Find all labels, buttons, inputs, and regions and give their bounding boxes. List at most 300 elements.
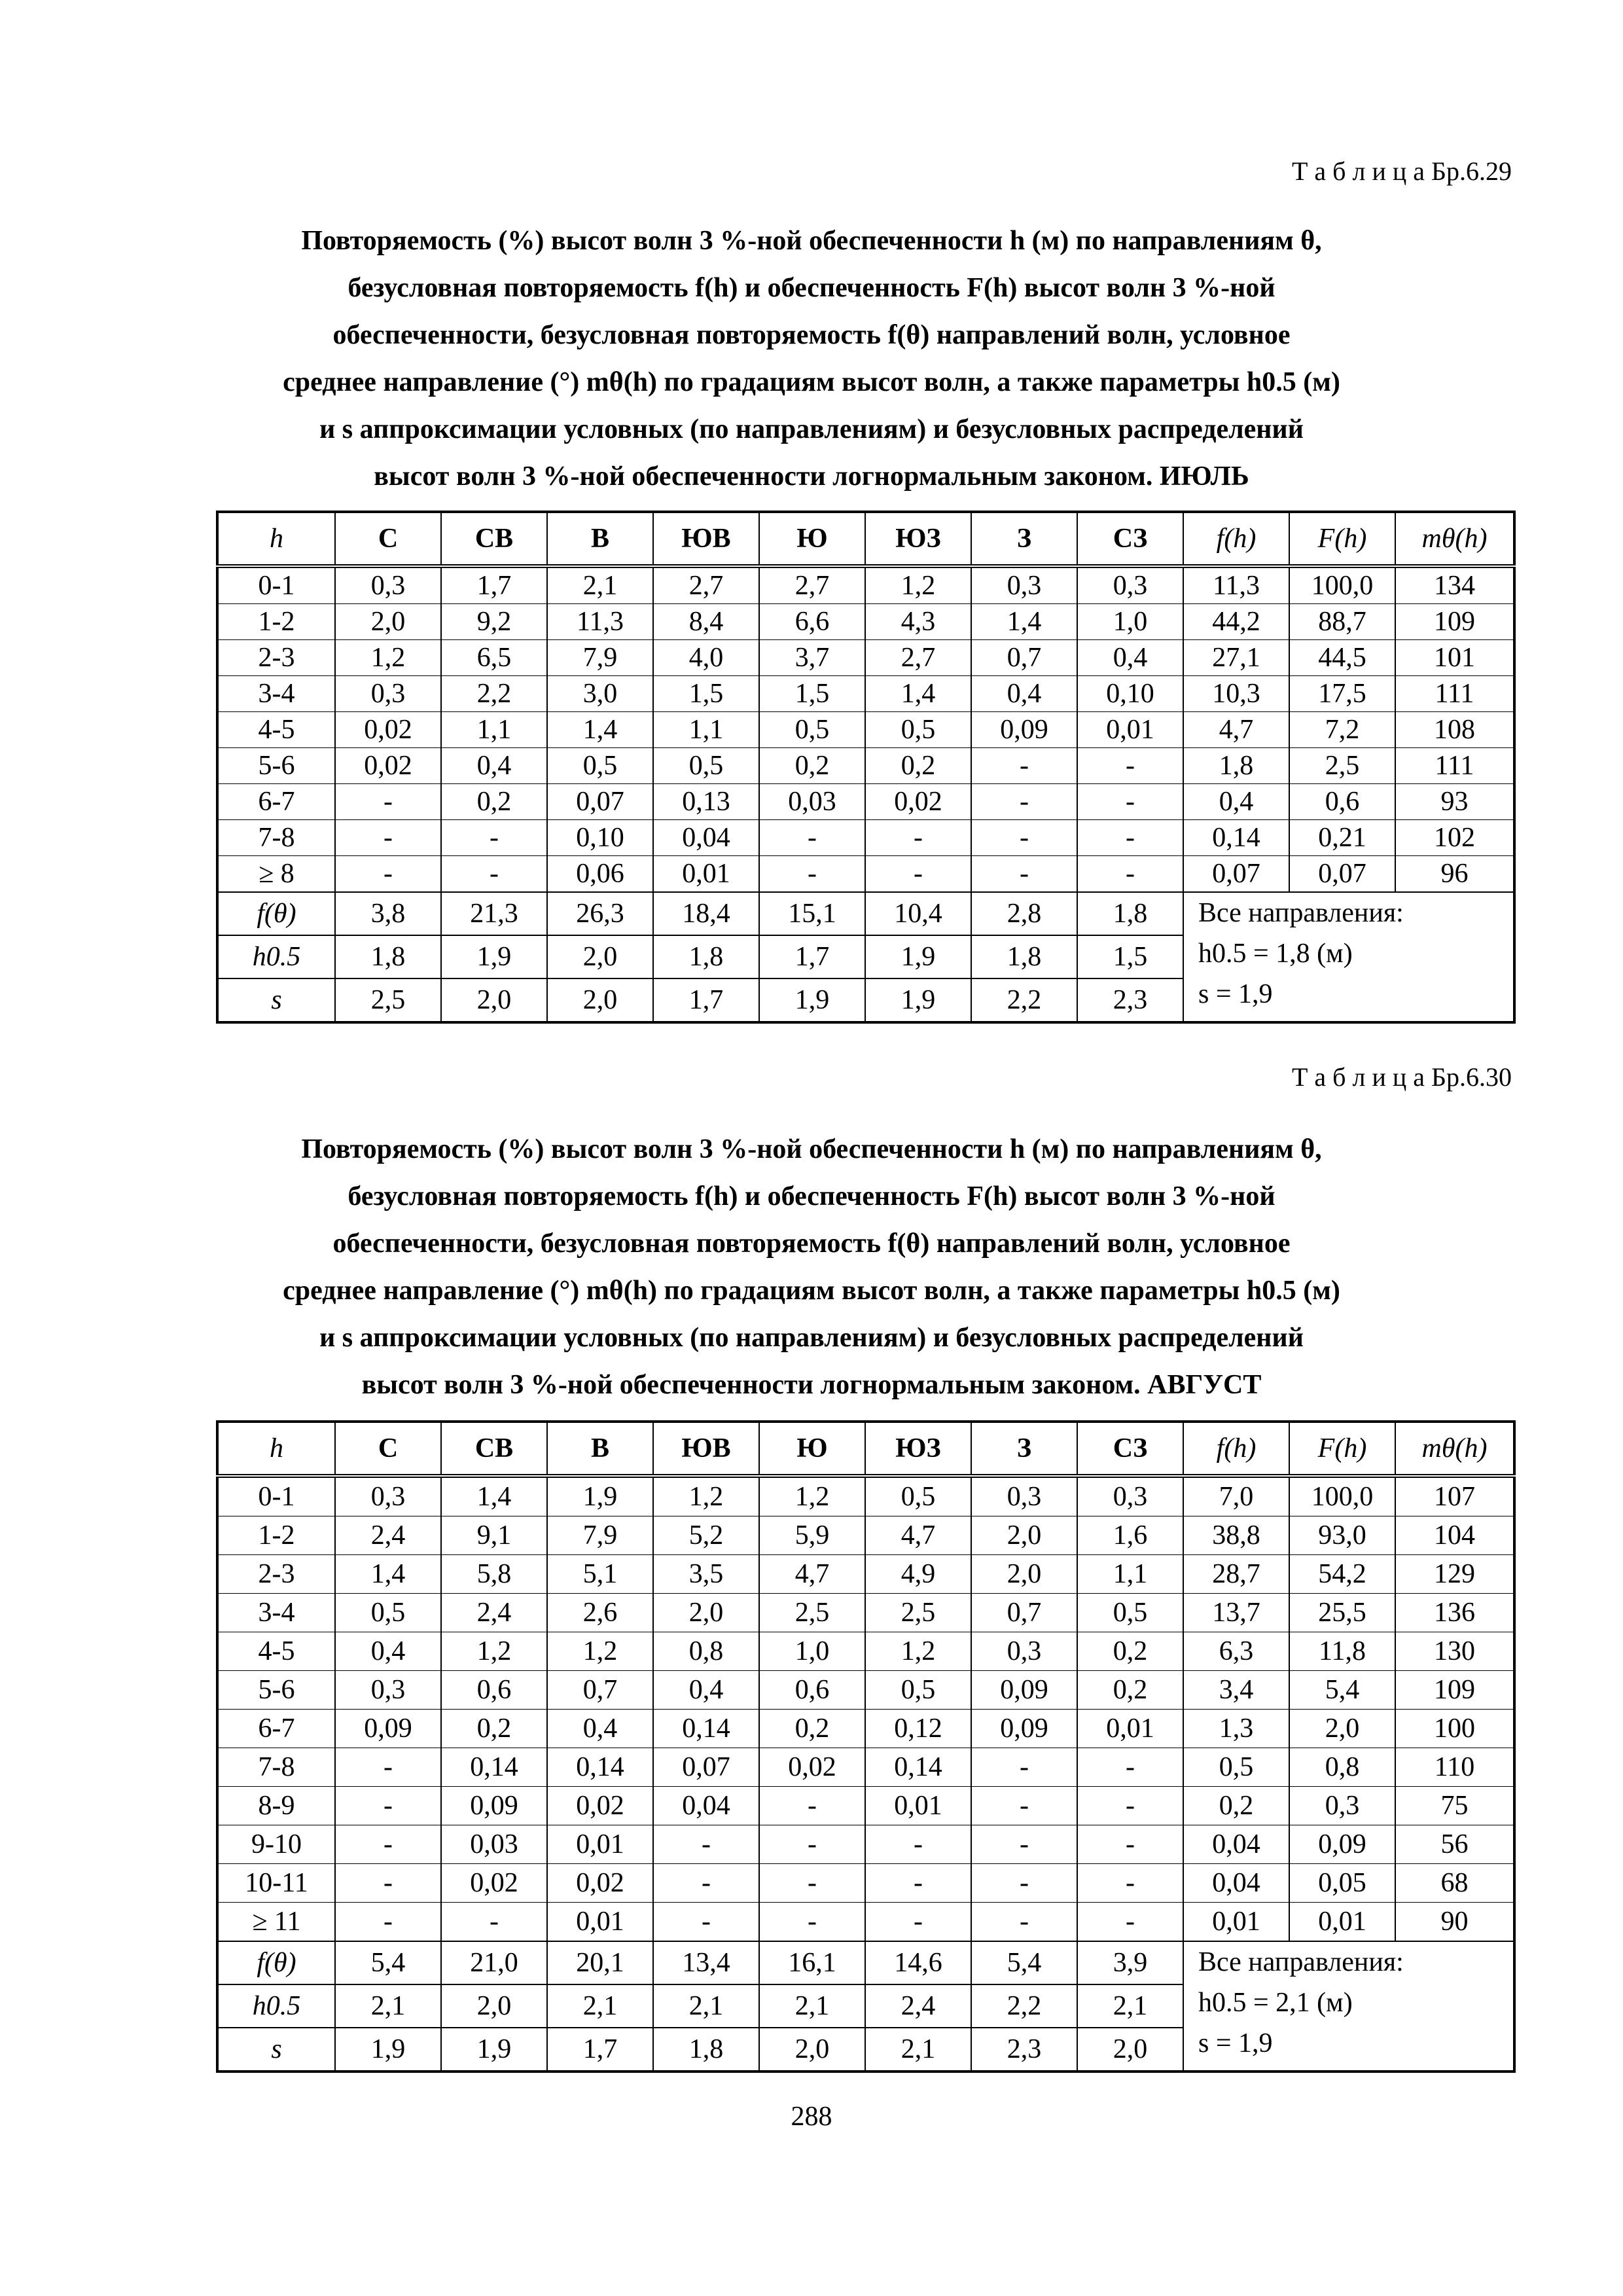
table-cell: 0,3 <box>1077 1476 1183 1516</box>
table-cell: 0,09 <box>971 1671 1077 1710</box>
stat-cell: 3,8 <box>335 892 441 935</box>
table-cell: 0,3 <box>971 566 1077 604</box>
all-directions-line: Все направления: <box>1198 1947 1404 1977</box>
table-cell: 10,3 <box>1183 676 1289 712</box>
table-cell: - <box>1077 1864 1183 1903</box>
height-range-cell: 10-11 <box>217 1864 335 1903</box>
table-cell: 2,0 <box>1289 1710 1395 1748</box>
caption-line: обеспеченности, безусловная повторяемость f(θ) направлений волн, условное <box>332 1229 1291 1259</box>
table-cell: - <box>759 1864 865 1903</box>
table-cell: 0,4 <box>1183 784 1289 820</box>
height-range-cell: 5-6 <box>217 748 335 784</box>
table-cell: - <box>1077 820 1183 856</box>
table-cell: 1,6 <box>1077 1516 1183 1555</box>
table-cell: 136 <box>1395 1594 1514 1632</box>
table-cell: 0,21 <box>1289 820 1395 856</box>
table-cell: 17,5 <box>1289 676 1395 712</box>
table-cell: 1,2 <box>653 1476 759 1516</box>
table-caption <box>196 217 1427 500</box>
table-cell: 100,0 <box>1289 566 1395 604</box>
height-range-cell: 2-3 <box>217 1555 335 1594</box>
table-cell: 1,5 <box>759 676 865 712</box>
stat-cell: 2,1 <box>865 2028 971 2072</box>
caption-line: высот волн 3 %-ной обеспеченности логнормальным законом. ИЮЛЬ <box>374 461 1249 492</box>
all-directions-note <box>1183 1941 1514 2072</box>
table-row <box>217 1476 1514 1516</box>
table-cell: - <box>335 856 441 893</box>
table-cell: 68 <box>1395 1864 1514 1903</box>
height-range-cell: 4-5 <box>217 1632 335 1671</box>
stat-cell: 14,6 <box>865 1941 971 1984</box>
stat-row <box>217 1941 1514 1984</box>
height-range-cell: 1-2 <box>217 1516 335 1555</box>
table-cell: 0,02 <box>547 1864 653 1903</box>
table-row <box>217 748 1514 784</box>
table-cell: 109 <box>1395 1671 1514 1710</box>
table-cell: 0,01 <box>1289 1903 1395 1942</box>
height-range-cell: 5-6 <box>217 1671 335 1710</box>
table-cell: 2,7 <box>653 566 759 604</box>
column-header: f(h) <box>1183 512 1289 566</box>
table-cell: - <box>1077 1748 1183 1787</box>
table-cell: 0,02 <box>547 1787 653 1825</box>
table-cell: 108 <box>1395 712 1514 748</box>
stat-cell: 1,9 <box>759 978 865 1022</box>
table-cell: - <box>335 1864 441 1903</box>
height-range-cell: 1-2 <box>217 604 335 640</box>
table-row <box>217 1632 1514 1671</box>
table-cell: 44,2 <box>1183 604 1289 640</box>
table-row <box>217 1748 1514 1787</box>
stat-cell: 26,3 <box>547 892 653 935</box>
table-cell: 3,4 <box>1183 1671 1289 1710</box>
table-cell: 1,1 <box>441 712 547 748</box>
stat-cell: 2,0 <box>1077 2028 1183 2072</box>
table-cell: - <box>335 1787 441 1825</box>
column-header: СВ <box>441 512 547 566</box>
table-cell: 56 <box>1395 1825 1514 1864</box>
table-cell: 1,4 <box>335 1555 441 1594</box>
table-cell: 0,2 <box>1183 1787 1289 1825</box>
table-cell: 0,01 <box>1183 1903 1289 1942</box>
caption-line: среднее направление (°) mθ(h) по градациям высот волн, а также параметры h0.5 (м) <box>283 367 1340 397</box>
table-cell: 1,2 <box>865 1632 971 1671</box>
stat-cell: 1,9 <box>865 935 971 978</box>
stat-cell: 2,0 <box>441 978 547 1022</box>
table-cell: 0,5 <box>865 1476 971 1516</box>
height-range-cell: ≥ 8 <box>217 856 335 893</box>
table-cell: - <box>865 820 971 856</box>
table-cell: 0,6 <box>441 1671 547 1710</box>
table-cell: 1,9 <box>547 1476 653 1516</box>
all-directions-line: Все направления: <box>1198 898 1404 928</box>
table-cell: - <box>971 820 1077 856</box>
stat-cell: 5,4 <box>971 1941 1077 1984</box>
table-label: Т а б л и ц а Бр.6.30 <box>1291 1062 1512 1092</box>
table-row <box>217 1594 1514 1632</box>
table-cell: - <box>335 784 441 820</box>
table-cell: 0,09 <box>971 1710 1077 1748</box>
table-row <box>217 1903 1514 1942</box>
column-header: ЮВ <box>653 1422 759 1476</box>
table-cell: 8,4 <box>653 604 759 640</box>
table-cell: 0,4 <box>441 748 547 784</box>
table-cell: - <box>1077 856 1183 893</box>
table-cell: 1,8 <box>1183 748 1289 784</box>
table-cell: 5,9 <box>759 1516 865 1555</box>
table-cell: 1,7 <box>441 566 547 604</box>
table-cell: 7,2 <box>1289 712 1395 748</box>
table-cell: 130 <box>1395 1632 1514 1671</box>
table-cell: 0,01 <box>653 856 759 893</box>
table-cell: 0,14 <box>547 1748 653 1787</box>
stat-cell: 15,1 <box>759 892 865 935</box>
table-cell: 7,9 <box>547 1516 653 1555</box>
table-cell: 4,9 <box>865 1555 971 1594</box>
caption-line: и s аппроксимации условных (по направлениям) и безусловных распределений <box>319 1323 1304 1353</box>
table-cell: 1,2 <box>865 566 971 604</box>
table-cell: 6,6 <box>759 604 865 640</box>
table-cell: - <box>865 1825 971 1864</box>
table-cell: - <box>865 1903 971 1942</box>
stat-cell: 2,3 <box>971 2028 1077 2072</box>
table-cell: 38,8 <box>1183 1516 1289 1555</box>
table-cell: 0,12 <box>865 1710 971 1748</box>
table-cell: 93,0 <box>1289 1516 1395 1555</box>
table-cell: 2,7 <box>865 640 971 676</box>
table-cell: 1,2 <box>335 640 441 676</box>
table-cell: 0,8 <box>653 1632 759 1671</box>
column-header: Ю <box>759 512 865 566</box>
page-number: 288 <box>791 2102 832 2132</box>
stat-label: h0.5 <box>217 935 335 978</box>
table-cell: 104 <box>1395 1516 1514 1555</box>
table-cell: 6,3 <box>1183 1632 1289 1671</box>
height-range-cell: 9-10 <box>217 1825 335 1864</box>
table-row <box>217 1825 1514 1864</box>
table-cell: 0,2 <box>865 748 971 784</box>
table-cell: - <box>653 1864 759 1903</box>
table-cell: 1,3 <box>1183 1710 1289 1748</box>
table-cell: 0,01 <box>1077 712 1183 748</box>
table-cell: 2,4 <box>441 1594 547 1632</box>
table-cell: - <box>971 1825 1077 1864</box>
table-cell: 1,2 <box>759 1476 865 1516</box>
table-row <box>217 604 1514 640</box>
table-cell: 0,02 <box>759 1748 865 1787</box>
table-label: Т а б л и ц а Бр.6.29 <box>1291 156 1512 186</box>
column-header: h <box>217 1422 335 1476</box>
table-cell: 0,01 <box>1077 1710 1183 1748</box>
stat-cell: 2,1 <box>653 1984 759 2028</box>
table-cell: 0,5 <box>335 1594 441 1632</box>
table-cell: 101 <box>1395 640 1514 676</box>
table-cell: 111 <box>1395 676 1514 712</box>
caption-line: безусловная повторяемость f(h) и обеспеченность F(h) высот волн 3 %-ной <box>348 273 1275 303</box>
header-row <box>217 1422 1514 1476</box>
table-cell: 0,3 <box>335 566 441 604</box>
table-cell: 0,03 <box>759 784 865 820</box>
stat-label: s <box>217 978 335 1022</box>
column-header: ЮВ <box>653 512 759 566</box>
stat-cell: 2,5 <box>335 978 441 1022</box>
table-cell: - <box>971 856 1077 893</box>
column-header: С <box>335 1422 441 1476</box>
table-cell: 7,9 <box>547 640 653 676</box>
table-cell: 0,01 <box>547 1903 653 1942</box>
table-cell: - <box>335 1903 441 1942</box>
table-cell: 3,0 <box>547 676 653 712</box>
column-header: СЗ <box>1077 512 1183 566</box>
table-cell: 0,4 <box>547 1710 653 1748</box>
column-header: h <box>217 512 335 566</box>
stat-cell: 10,4 <box>865 892 971 935</box>
stat-cell: 1,8 <box>653 2028 759 2072</box>
table-cell: 0,14 <box>441 1748 547 1787</box>
table-cell: 5,2 <box>653 1516 759 1555</box>
all-directions-line: h0.5 = 1,8 (м) <box>1198 939 1353 969</box>
table-cell: 2,7 <box>759 566 865 604</box>
table-cell: 0,2 <box>441 1710 547 1748</box>
height-range-cell: 0-1 <box>217 1476 335 1516</box>
stat-cell: 1,8 <box>971 935 1077 978</box>
table-cell: 1,0 <box>1077 604 1183 640</box>
column-header: В <box>547 512 653 566</box>
table-cell: 0,3 <box>335 676 441 712</box>
table-cell: 9,2 <box>441 604 547 640</box>
table-cell: 0,03 <box>441 1825 547 1864</box>
table-cell: - <box>865 1864 971 1903</box>
table-cell: 2,2 <box>441 676 547 712</box>
table-cell: 4,7 <box>865 1516 971 1555</box>
table-cell: 0,2 <box>1077 1632 1183 1671</box>
table-cell: 3,5 <box>653 1555 759 1594</box>
column-header: F(h) <box>1289 512 1395 566</box>
table-cell: - <box>971 1903 1077 1942</box>
table-cell: 1,0 <box>759 1632 865 1671</box>
stat-row <box>217 892 1514 935</box>
table-cell: - <box>759 1825 865 1864</box>
table-row <box>217 566 1514 604</box>
stat-label: s <box>217 2028 335 2072</box>
stat-cell: 2,3 <box>1077 978 1183 1022</box>
column-header: f(h) <box>1183 1422 1289 1476</box>
height-range-cell: 4-5 <box>217 712 335 748</box>
column-header: Ю <box>759 1422 865 1476</box>
stat-cell: 2,0 <box>547 978 653 1022</box>
caption-line: Повторяемость (%) высот волн 3 %-ной обеспеченности h (м) по направлениям θ, <box>301 1134 1322 1164</box>
table-cell: 0,06 <box>547 856 653 893</box>
table-cell: 0,09 <box>1289 1825 1395 1864</box>
stat-cell: 20,1 <box>547 1941 653 1984</box>
table-cell: 1,4 <box>547 712 653 748</box>
table-cell: 0,3 <box>335 1671 441 1710</box>
stat-cell: 2,0 <box>547 935 653 978</box>
table-cell: 27,1 <box>1183 640 1289 676</box>
table-cell: 107 <box>1395 1476 1514 1516</box>
table-cell: - <box>971 1864 1077 1903</box>
table-cell: 11,3 <box>547 604 653 640</box>
table-cell: 0,3 <box>971 1476 1077 1516</box>
table-cell: 110 <box>1395 1748 1514 1787</box>
column-header: СЗ <box>1077 1422 1183 1476</box>
table-cell: - <box>1077 748 1183 784</box>
table-cell: 93 <box>1395 784 1514 820</box>
table-cell: 1,2 <box>441 1632 547 1671</box>
table-cell: 0,13 <box>653 784 759 820</box>
table-cell: 0,5 <box>865 1671 971 1710</box>
table-cell: 28,7 <box>1183 1555 1289 1594</box>
table-cell: - <box>441 820 547 856</box>
table-cell: 11,3 <box>1183 566 1289 604</box>
column-header: З <box>971 1422 1077 1476</box>
table-row <box>217 820 1514 856</box>
stat-cell: 2,0 <box>441 1984 547 2028</box>
table-cell: 0,01 <box>547 1825 653 1864</box>
stat-cell: 1,7 <box>759 935 865 978</box>
table-cell: - <box>335 820 441 856</box>
table-cell: - <box>1077 1903 1183 1942</box>
table-cell: 0,5 <box>1077 1594 1183 1632</box>
table-cell: 0,4 <box>971 676 1077 712</box>
table-cell: 0,09 <box>441 1787 547 1825</box>
table-row <box>217 1555 1514 1594</box>
table-cell: 0,07 <box>1289 856 1395 893</box>
table-cell: 0,5 <box>759 712 865 748</box>
table-cell: - <box>335 1748 441 1787</box>
table-cell: 0,04 <box>1183 1864 1289 1903</box>
table-cell: 11,8 <box>1289 1632 1395 1671</box>
table-cell: - <box>1077 1825 1183 1864</box>
table-cell: 2,5 <box>865 1594 971 1632</box>
wave-height-table-july <box>216 511 1516 1024</box>
table-cell: 129 <box>1395 1555 1514 1594</box>
wave-height-table-august <box>216 1420 1516 2073</box>
table-cell: 0,05 <box>1289 1864 1395 1903</box>
height-range-cell: 0-1 <box>217 566 335 604</box>
table-cell: 2,1 <box>547 566 653 604</box>
caption-line: безусловная повторяемость f(h) и обеспеченность F(h) высот волн 3 %-ной <box>348 1181 1275 1211</box>
table-cell: 0,14 <box>865 1748 971 1787</box>
table-cell: 0,04 <box>1183 1825 1289 1864</box>
stat-cell: 16,1 <box>759 1941 865 1984</box>
table-cell: 0,2 <box>1077 1671 1183 1710</box>
table-cell: 25,5 <box>1289 1594 1395 1632</box>
table-cell: 0,07 <box>1183 856 1289 893</box>
column-header: mθ(h) <box>1395 512 1514 566</box>
table-cell: 2,0 <box>653 1594 759 1632</box>
table-cell: 0,5 <box>653 748 759 784</box>
caption-line: обеспеченности, безусловная повторяемость f(θ) направлений волн, условное <box>332 320 1291 350</box>
stat-cell: 1,9 <box>865 978 971 1022</box>
column-header: З <box>971 512 1077 566</box>
stat-cell: 3,9 <box>1077 1941 1183 1984</box>
table-cell: 2,5 <box>1289 748 1395 784</box>
stat-cell: 1,9 <box>441 2028 547 2072</box>
table-cell: 0,3 <box>1077 566 1183 604</box>
height-range-cell: 6-7 <box>217 1710 335 1748</box>
stat-cell: 2,1 <box>547 1984 653 2028</box>
table-cell: 0,6 <box>759 1671 865 1710</box>
column-header: F(h) <box>1289 1422 1395 1476</box>
table-cell: 0,4 <box>653 1671 759 1710</box>
table-cell: 0,10 <box>1077 676 1183 712</box>
table-cell: 6,5 <box>441 640 547 676</box>
table-cell: 4,7 <box>1183 712 1289 748</box>
stat-cell: 1,5 <box>1077 935 1183 978</box>
table-row <box>217 676 1514 712</box>
table-cell: - <box>759 856 865 893</box>
table-cell: 90 <box>1395 1903 1514 1942</box>
table-cell: - <box>759 1903 865 1942</box>
table-cell: - <box>1077 784 1183 820</box>
table-row <box>217 784 1514 820</box>
table-cell: 1,4 <box>971 604 1077 640</box>
table-cell: 0,02 <box>865 784 971 820</box>
table-cell: 4,7 <box>759 1555 865 1594</box>
table-cell: 4,0 <box>653 640 759 676</box>
table-cell: 0,02 <box>441 1864 547 1903</box>
table-row <box>217 1671 1514 1710</box>
stat-cell: 2,1 <box>1077 1984 1183 2028</box>
table-cell: 0,10 <box>547 820 653 856</box>
table-cell: 5,4 <box>1289 1671 1395 1710</box>
stat-cell: 1,9 <box>441 935 547 978</box>
table-cell: 3,7 <box>759 640 865 676</box>
stat-cell: 2,8 <box>971 892 1077 935</box>
table-cell: - <box>971 1748 1077 1787</box>
table-cell: 0,09 <box>335 1710 441 1748</box>
table-row <box>217 1516 1514 1555</box>
table-cell: 0,3 <box>335 1476 441 1516</box>
height-range-cell: 8-9 <box>217 1787 335 1825</box>
stat-cell: 1,9 <box>335 2028 441 2072</box>
table-cell: 1,1 <box>1077 1555 1183 1594</box>
table-cell: 0,14 <box>1183 820 1289 856</box>
all-directions-line: s = 1,9 <box>1198 979 1273 1009</box>
height-range-cell: 7-8 <box>217 1748 335 1787</box>
table-cell: 96 <box>1395 856 1514 893</box>
header-row <box>217 512 1514 566</box>
stat-cell: 18,4 <box>653 892 759 935</box>
table-cell: - <box>1077 1787 1183 1825</box>
stat-cell: 1,8 <box>1077 892 1183 935</box>
table-cell: - <box>335 1825 441 1864</box>
table-cell: 0,2 <box>759 748 865 784</box>
table-caption <box>196 1126 1427 1408</box>
table-cell: - <box>441 856 547 893</box>
stat-cell: 2,1 <box>759 1984 865 2028</box>
table-cell: 0,4 <box>1077 640 1183 676</box>
table-cell: 1,1 <box>653 712 759 748</box>
table-cell: 102 <box>1395 820 1514 856</box>
column-header: mθ(h) <box>1395 1422 1514 1476</box>
height-range-cell: 7-8 <box>217 820 335 856</box>
table-cell: 0,3 <box>1289 1787 1395 1825</box>
table-cell: - <box>971 1787 1077 1825</box>
table-cell: 0,07 <box>547 784 653 820</box>
table-cell: 0,02 <box>335 748 441 784</box>
table-cell: - <box>759 1787 865 1825</box>
table-cell: 75 <box>1395 1787 1514 1825</box>
stat-cell: 1,8 <box>653 935 759 978</box>
caption-line: среднее направление (°) mθ(h) по градациям высот волн, а также параметры h0.5 (м) <box>283 1276 1340 1306</box>
height-range-cell: 3-4 <box>217 676 335 712</box>
table-cell: 0,3 <box>971 1632 1077 1671</box>
stat-cell: 13,4 <box>653 1941 759 1984</box>
table-cell: 109 <box>1395 604 1514 640</box>
table-cell: - <box>653 1825 759 1864</box>
